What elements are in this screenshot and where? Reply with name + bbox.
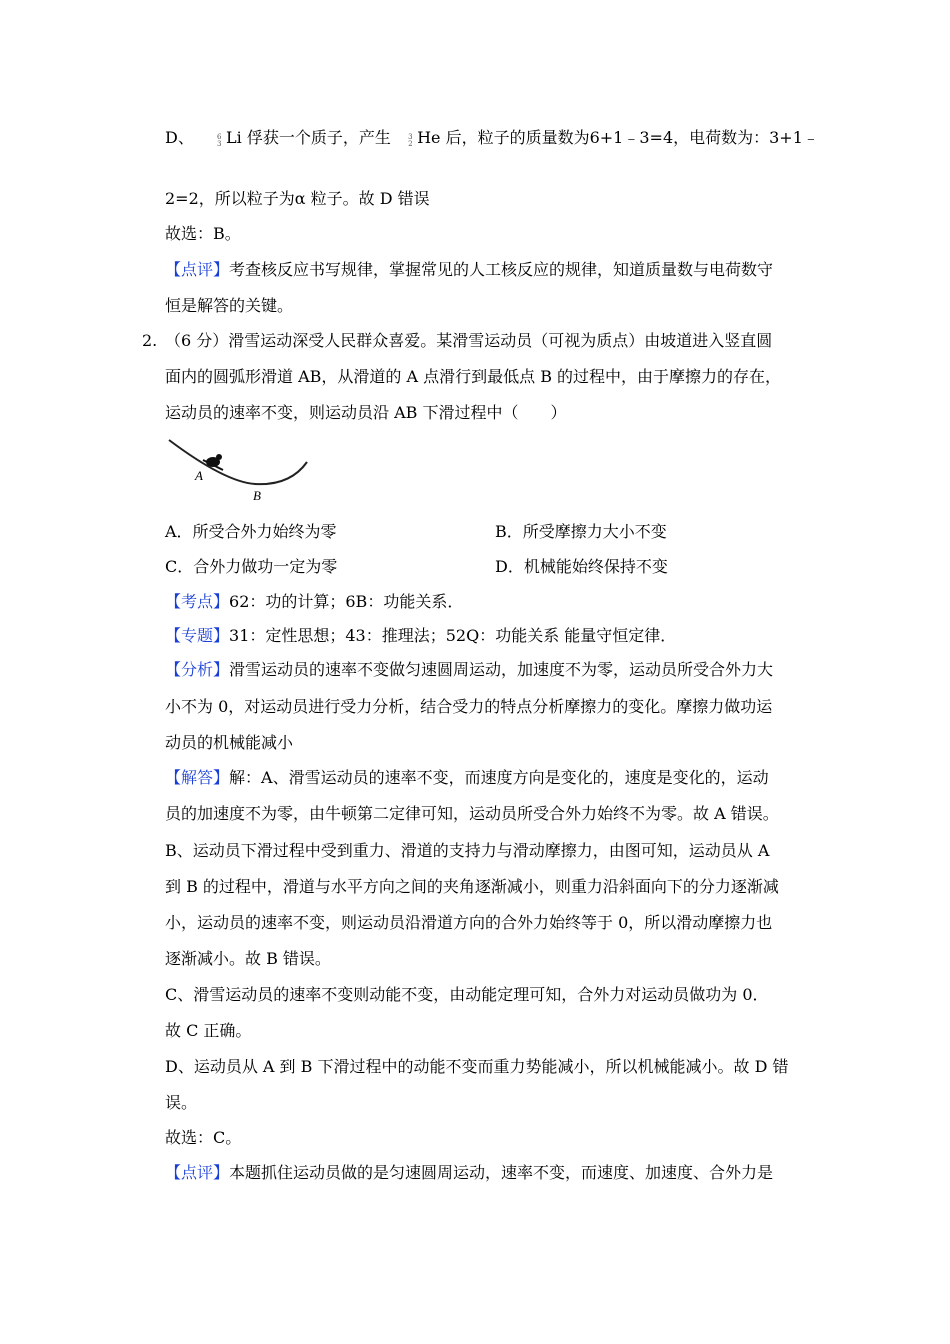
lithium-nuclide: 6 3 Li bbox=[217, 128, 242, 148]
option-d-text-3: 2=2，所以粒子为α 粒子。故 D 错误 bbox=[165, 189, 430, 208]
question-2-number: 2. bbox=[142, 331, 158, 350]
fenxi-line-1: 【分析】滑雪运动员的速率不变做匀速圆周运动，加速度不为零，运动员所受合外力大 bbox=[165, 660, 774, 679]
lithium-isotope-numbers: 6 3 bbox=[217, 133, 222, 148]
dianping-tag: 【点评】 bbox=[165, 1163, 230, 1182]
fenxi-line-3: 动员的机械能减小 bbox=[165, 733, 294, 752]
jieda-line-1: 【解答】解：A、滑雪运动员的速率不变，而速度方向是变化的，速度是变化的，运动 bbox=[165, 768, 769, 787]
jieda-line-9: D、运动员从 A 到 B 下滑过程中的动能不变而重力势能减小，所以机械能减小。故 D 错 bbox=[165, 1057, 789, 1076]
arc-track bbox=[169, 440, 307, 484]
option-c: C．合外力做功一定为零 bbox=[165, 557, 338, 576]
helium-nuclide: 3 2 He bbox=[408, 128, 441, 148]
jieda-tag: 【解答】 bbox=[165, 768, 230, 787]
ski-slope-diagram bbox=[165, 432, 315, 510]
option-d-text-2: 后，粒子的质量数为6+1﹣3=4，电荷数为：3+1﹣ bbox=[445, 128, 819, 147]
comment-tag-1: 【点评】 bbox=[165, 260, 230, 279]
answer-2: 故选：C。 bbox=[165, 1128, 242, 1147]
kaodian-line: 【考点】62：功的计算；6B：功能关系． bbox=[165, 592, 464, 611]
fenxi-line-2: 小不为 0，对运动员进行受力分析，结合受力的特点分析摩擦力的变化。摩擦力做功运 bbox=[165, 697, 773, 716]
fenxi-tag: 【分析】 bbox=[165, 660, 230, 679]
option-d-text-1: 俘获一个质子，产生 bbox=[246, 128, 391, 147]
question-2-stem-1: （6 分）滑雪运动深受人民群众喜爱。某滑雪运动员（可视为质点）由坡道进入竖直圆 bbox=[165, 331, 773, 350]
question-2-stem-3: 运动员的速率不变，则运动员沿 AB 下滑过程中（ ） bbox=[165, 403, 567, 422]
option-b: B．所受摩擦力大小不变 bbox=[495, 522, 667, 541]
ski-slope-svg bbox=[165, 432, 315, 510]
point-a-label: A bbox=[195, 468, 203, 483]
jieda-line-10: 误。 bbox=[165, 1093, 198, 1112]
option-a: A．所受合外力始终为零 bbox=[165, 522, 337, 541]
option-d-explanation bbox=[165, 128, 819, 148]
helium-isotope-numbers: 3 2 bbox=[408, 133, 413, 148]
jieda-line-3: B、运动员下滑过程中受到重力、滑道的支持力与滑动摩擦力，由图可知，运动员从 A bbox=[165, 841, 770, 860]
kaodian-tag: 【考点】 bbox=[165, 592, 230, 611]
jieda-line-8: 故 C 正确。 bbox=[165, 1021, 252, 1040]
jieda-line-7: C、滑雪运动员的速率不变则动能不变，由动能定理可知，合外力对运动员做功为 0． bbox=[165, 985, 769, 1004]
skier-icon bbox=[203, 454, 223, 470]
answer-1: 故选：B。 bbox=[165, 224, 241, 243]
dianping-line-1: 【点评】本题抓住运动员做的是匀速圆周运动，速率不变，而速度、加速度、合外力是 bbox=[165, 1163, 774, 1182]
question-2-stem-2: 面内的圆弧形滑道 AB，从滑道的 A 点滑行到最低点 B 的过程中，由于摩擦力的存在， bbox=[165, 367, 782, 386]
option-d-prefix: D、 bbox=[165, 128, 194, 147]
jieda-line-5: 小，运动员的速率不变，则运动员沿滑道方向的合外力始终等于 0，所以滑动摩擦力也 bbox=[165, 913, 773, 932]
zhuanti-line: 【专题】31：定性思想；43：推理法；52Q：功能关系 能量守恒定律． bbox=[165, 626, 677, 645]
comment-1b: 恒是解答的关键。 bbox=[165, 296, 294, 315]
jieda-line-4: 到 B 的过程中，滑道与水平方向之间的夹角逐渐减小，则重力沿斜面向下的分力逐渐减 bbox=[165, 877, 779, 896]
jieda-line-2: 员的加速度不为零，由牛顿第二定律可知，运动员所受合外力始终不为零。故 A 错误。 bbox=[165, 804, 779, 823]
jieda-line-6: 逐渐减小。故 B 错误。 bbox=[165, 949, 331, 968]
zhuanti-tag: 【专题】 bbox=[165, 626, 230, 645]
point-b-label: B bbox=[253, 488, 261, 503]
comment-1a: 【点评】考查核反应书写规律，掌握常见的人工核反应的规律，知道质量数与电荷数守 bbox=[165, 260, 774, 279]
option-d: D．机械能始终保持不变 bbox=[495, 557, 668, 576]
